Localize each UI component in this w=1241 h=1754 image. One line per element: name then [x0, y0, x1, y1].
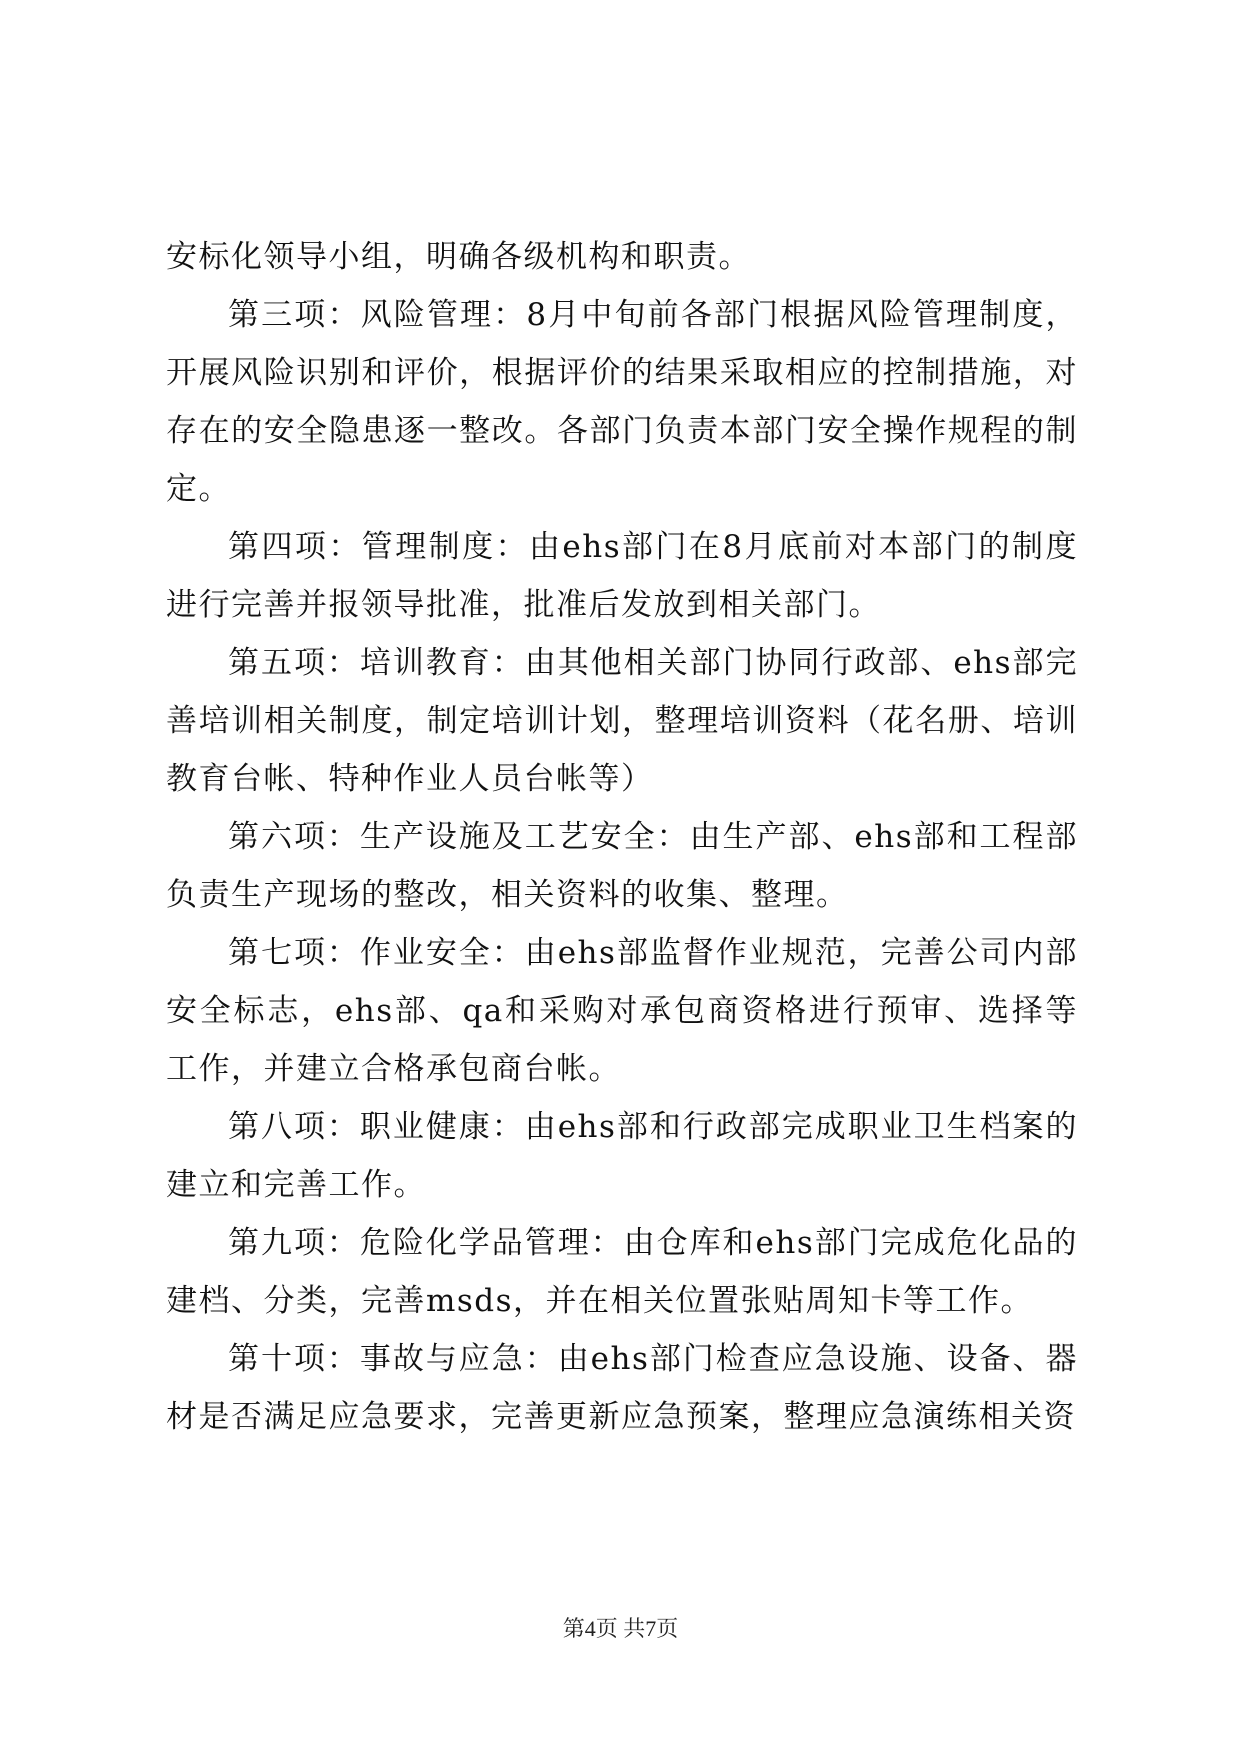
paragraph-item-3-risk-management: 第三项：风险管理：8月中旬前各部门根据风险管理制度，开展风险识别和评价，根据评价的结果采取相应的控制措施，对存在的安全隐患逐一整改。各部门负责本部门安全操作规程的制定。	[166, 297, 1078, 507]
paragraph-item-8-occupational-health: 第八项：职业健康：由ehs部和行政部完成职业卫生档案的建立和完善工作。	[166, 1109, 1078, 1203]
page-number-footer: 第4页 共7页	[562, 1616, 679, 1641]
paragraph-item-5-training: 第五项：培训教育：由其他相关部门协同行政部、ehs部完善培训相关制度，制定培训计划，整理培训资料（花名册、培训教育台帐、特种作业人员台帐等）	[166, 645, 1078, 797]
paragraph-item-6-production-safety: 第六项：生产设施及工艺安全：由生产部、ehs部和工程部负责生产现场的整改，相关资料的收集、整理。	[166, 819, 1078, 913]
paragraph-item-7-work-safety: 第七项：作业安全：由ehs部监督作业规范，完善公司内部安全标志，ehs部、qa和采购对承包商资格进行预审、选择等工作，并建立合格承包商台帐。	[166, 935, 1078, 1087]
paragraph-item-4-management-system: 第四项：管理制度：由ehs部门在8月底前对本部门的制度进行完善并报领导批准，批准后发放到相关部门。	[166, 529, 1078, 623]
document-body	[166, 228, 1078, 1446]
paragraph-item-9-hazardous-chemicals: 第九项：危险化学品管理：由仓库和ehs部门完成危化品的建档、分类，完善msds，并在相关位置张贴周知卡等工作。	[166, 1225, 1078, 1319]
paragraph-item-10-accident-emergency: 第十项：事故与应急：由ehs部门检查应急设施、设备、器材是否满足应急要求，完善更新应急预案，整理应急演练相关资	[166, 1341, 1078, 1435]
paragraph-continuation: 安标化领导小组，明确各级机构和职责。	[166, 239, 751, 275]
